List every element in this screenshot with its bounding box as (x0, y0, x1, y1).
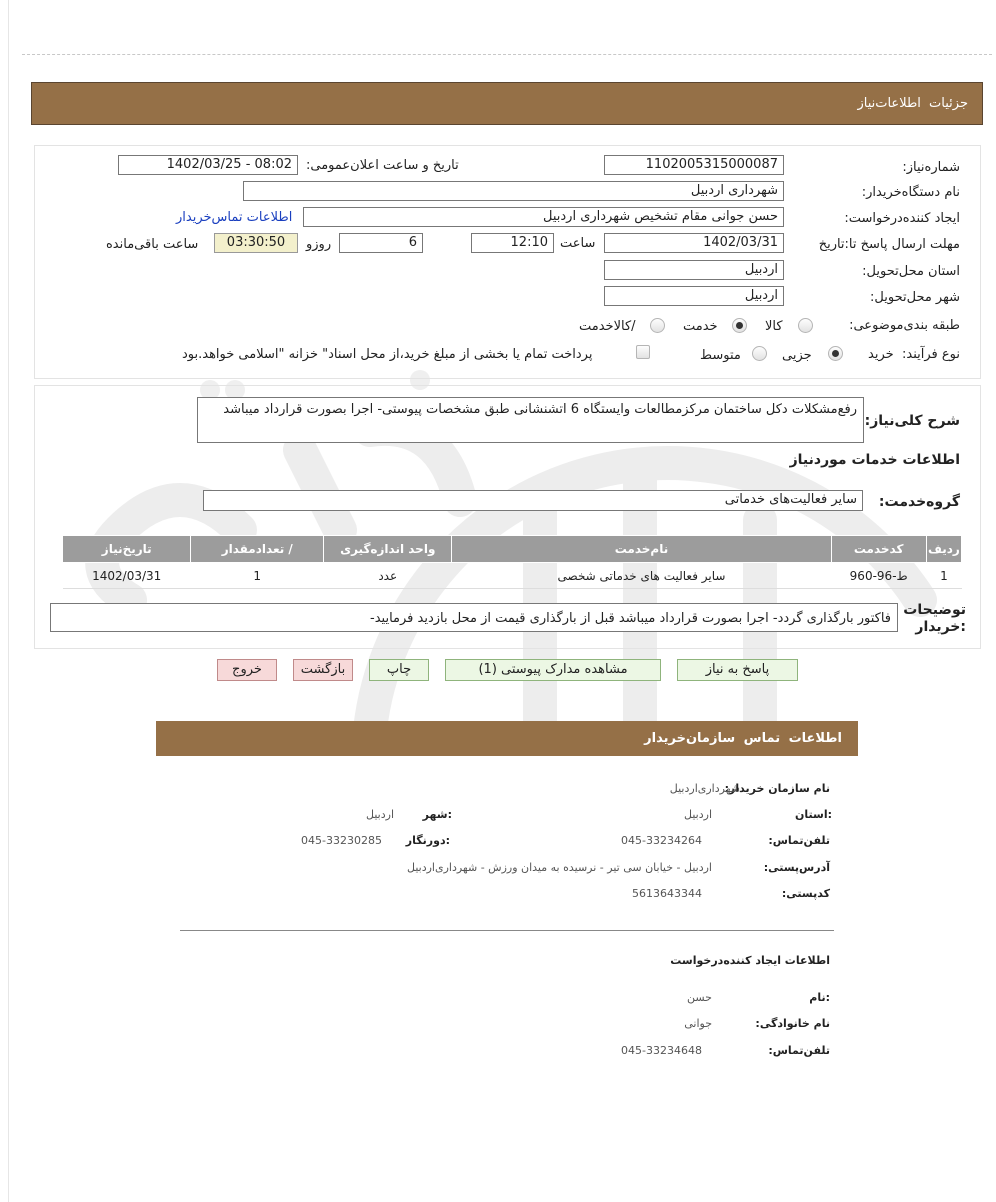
col-unit: واحد اندازه‌گیری (324, 536, 452, 563)
treasury-payment-note: پرداخت تمام یا بخشی از مبلغ خرید،از محل اسناد" خزانه "اسلامی خواهد.بود (182, 347, 593, 362)
process-minor-radio[interactable] (828, 346, 843, 361)
creator-phone-value: 045-33234648 (621, 1044, 702, 1057)
creator-info-heading: اطلاعات ایجاد کننده‌درخواست (670, 954, 830, 967)
summary-text: رفع‌مشکلات دکل ساختمان مرکز‌مطالعات وایستگاه 6 اتشنشانی طبق مشخصات پیوستی- اجرا بصورت قرارداد میباشد (197, 397, 864, 443)
contact-phone-label: تلفن‌تماس: (768, 834, 830, 847)
need-number-field: 1102005315000087 (604, 155, 784, 175)
contact-phone-value: 045-33234264 (621, 834, 702, 847)
exit-button[interactable]: خروج (217, 659, 277, 681)
city-field: اردبیل (604, 286, 784, 306)
remaining-time-label: ساعت باقی‌مانده (106, 237, 199, 252)
buyer-contact-link[interactable]: اطلاعات تماس‌خریدار (176, 210, 293, 225)
creator-phone-label: تلفن‌تماس: (768, 1044, 830, 1057)
contact-postal-value: 5613643344 (632, 887, 702, 900)
contact-address-value: اردبیل - خیابان سی تیر - نرسیده به میدان ورزش - شهرداری‌اردبیل (406, 861, 712, 874)
col-need-date: تاریخ‌نیاز (63, 536, 191, 563)
contact-fax-label: :دورنگار (405, 834, 450, 847)
contact-fax-value: 045-33230285 (301, 834, 382, 847)
creator-label: ایجاد کننده‌درخواست: (844, 211, 960, 226)
cell-quantity: 1 (191, 563, 324, 589)
province-field: اردبیل (604, 260, 784, 280)
creator-name-label: :نام (809, 991, 830, 1004)
deadline-time-label: ساعت (560, 236, 596, 251)
buyer-org-label: نام دستگاه‌خریدار: (861, 185, 960, 200)
category-service-radio[interactable] (732, 318, 747, 333)
cell-need-date: 1402/03/31 (63, 563, 191, 589)
process-medium-radio[interactable] (752, 346, 767, 361)
contact-city-label: :شهر (422, 808, 452, 821)
buyer-notes-label: توضیحات :خریدار (903, 602, 966, 635)
province-label: استان محل‌تحویل: (862, 264, 960, 279)
process-minor-label: جزیی (782, 348, 812, 363)
table-row (63, 563, 962, 589)
creator-family-value: جوانی (684, 1017, 712, 1030)
category-goods-label: کالا (765, 319, 783, 334)
creator-field: حسن جوانی مقام تشخیص شهرداری اردبیل (303, 207, 784, 227)
process-medium-label: متوسط (700, 348, 741, 363)
category-label: طبقه بندی‌موضوعی: (849, 318, 960, 333)
need-number-label: شماره‌نیاز: (902, 160, 960, 175)
col-service-name: نام‌خدمت (452, 536, 831, 563)
breadcrumb: جزئیات اطلاعات‌نیاز (857, 96, 968, 111)
creator-name-value: حسن (687, 991, 712, 1004)
contact-divider (180, 930, 834, 931)
category-service-label: خدمت (683, 319, 718, 334)
announce-date-label: تاریخ و ساعت اعلان‌عمومی: (306, 158, 459, 173)
creator-family-label: نام خانوادگی: (755, 1017, 830, 1030)
process-type-label: نوع فرآیند: (902, 347, 960, 362)
services-table (62, 535, 962, 589)
cell-service-name: سایر فعالیت های خدماتی شخصی (452, 563, 831, 589)
org-name-label: نام سازمان خریدار: (724, 782, 830, 795)
deadline-label: مهلت ارسال پاسخ تا:تاریخ (818, 237, 960, 252)
city-label: شهر محل‌تحویل: (870, 290, 960, 305)
services-heading: اطلاعات خدمات موردنیاز (789, 452, 960, 468)
contact-province-value: اردبیل (684, 808, 712, 821)
process-buy-label: خرید (868, 347, 894, 362)
page-left-rule (8, 0, 9, 1202)
buyer-notes-text: فاکتور بارگذاری گردد- اجرا بصورت قرارداد میباشد قبل از بارگذاری قیمت از محل بازدید فرمایید- (50, 603, 898, 632)
category-goods-radio[interactable] (798, 318, 813, 333)
reply-button[interactable]: پاسخ به نیاز (677, 659, 798, 681)
contact-postal-label: کد‌پستی: (781, 887, 830, 900)
org-name-value: شهرداری‌اردبیل (669, 782, 740, 795)
print-button[interactable]: چاپ (369, 659, 429, 681)
remaining-time-counter: 03:30:50 (214, 233, 298, 253)
back-button[interactable]: بازگشت (293, 659, 353, 681)
deadline-date-field: 1402/03/31 (604, 233, 784, 253)
contact-city-value: اردبیل (366, 808, 394, 821)
remaining-days-field: 6 (339, 233, 423, 253)
buyer-contact-header (156, 721, 858, 756)
days-label: روزو (306, 237, 332, 252)
buyer-org-field: شهرداری اردبیل (243, 181, 784, 201)
view-attachments-button[interactable]: مشاهده مدارک پیوستی (1) (445, 659, 661, 681)
details-header-bar (31, 82, 983, 125)
deadline-time-field: 12:10 (471, 233, 554, 253)
announce-date-field: 1402/03/25 - 08:02 (118, 155, 298, 175)
contact-address-label: آدرس‌پستی: (763, 861, 830, 874)
top-dashed-divider (22, 54, 992, 55)
treasury-payment-checkbox[interactable] (636, 345, 650, 359)
cell-unit: عدد (324, 563, 452, 589)
cell-service-code: ط-96-960 (831, 563, 926, 589)
service-group-field: سایر فعالیت‌های خدماتی (203, 490, 863, 511)
cell-row-number: 1 (926, 563, 961, 589)
table-header-row (63, 536, 962, 563)
summary-label: شرح کلی‌نیاز: (864, 413, 960, 429)
col-quantity: / تعدادمقدار (191, 536, 324, 563)
service-group-label: گروه‌خدمت: (878, 494, 960, 510)
col-service-code: کدخدمت (831, 536, 926, 563)
buyer-contact-title: اطلاعات تماس سازمان‌خریدار (644, 731, 842, 746)
category-goods-service-radio[interactable] (650, 318, 665, 333)
col-row-number: ردیف (926, 536, 961, 563)
contact-province-label: :استان (795, 808, 832, 821)
category-goods-service-label: /کالاخدمت (579, 319, 636, 334)
